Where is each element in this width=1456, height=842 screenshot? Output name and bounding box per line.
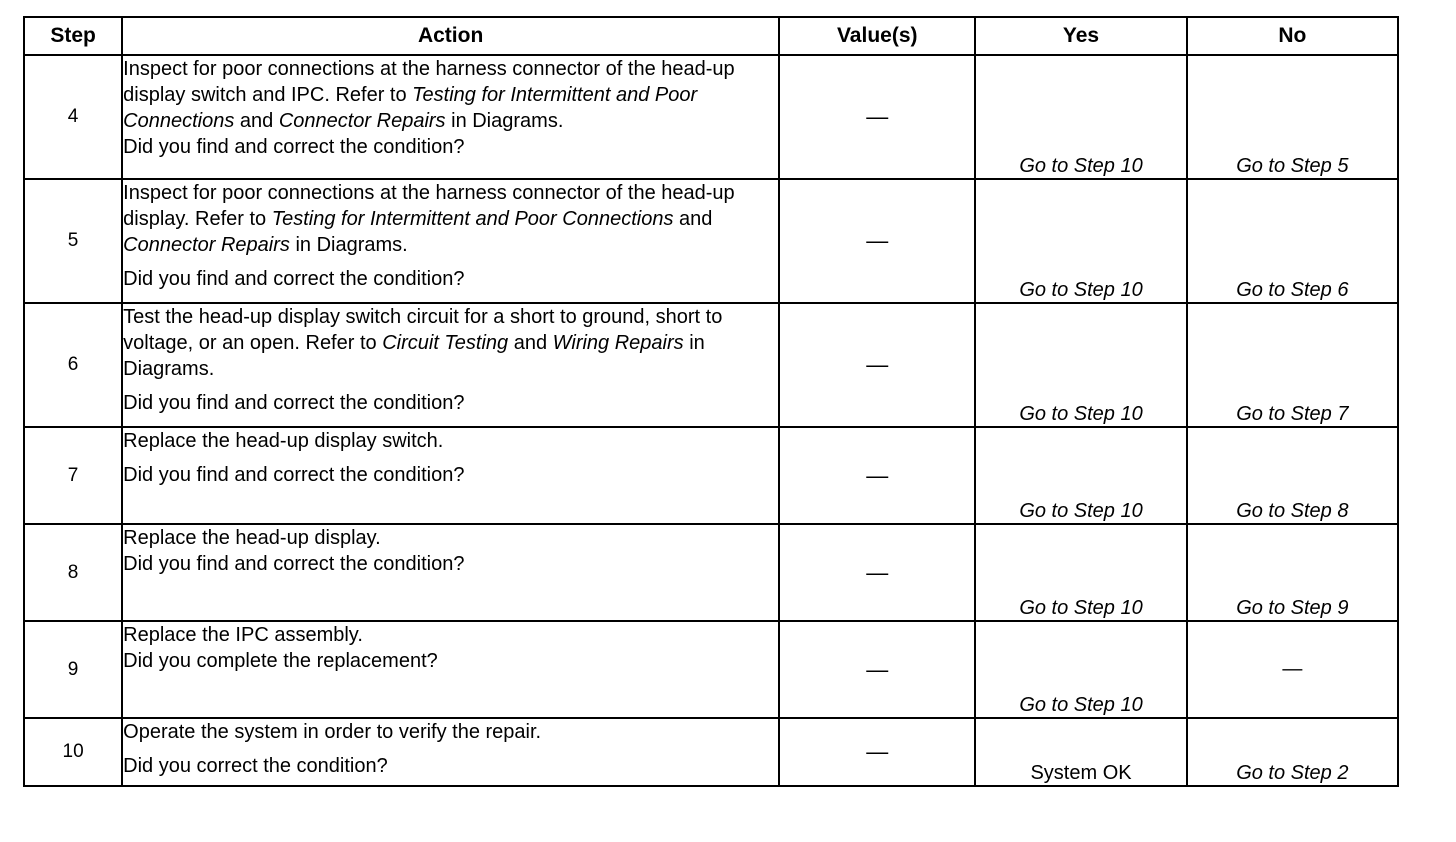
action-text: Inspect for poor connections at the harness connector of the head-up display switch and IPC. Refer to Testing for Intermittent and Poor Connections and Connector Repairs in Diagrams. — [123, 58, 735, 132]
header-step: Step — [24, 17, 122, 55]
header-no: No — [1187, 17, 1398, 55]
step-number: 10 — [24, 718, 122, 786]
action-text: Replace the IPC assembly. — [123, 624, 363, 646]
table-row — [24, 303, 1398, 427]
yes-cell: Go to Step 10 — [975, 621, 1186, 718]
action-question: Did you find and correct the condition? — [123, 464, 465, 486]
table-row — [24, 621, 1398, 718]
action-text: Inspect for poor connections at the harness connector of the head-up display. Refer to Testing for Intermittent and Poor Connections and Connector Repairs in Diagrams. — [123, 182, 735, 256]
action-question: Did you find and correct the condition? — [123, 553, 465, 575]
action-text: Replace the head-up display. — [123, 527, 381, 549]
value-cell: — — [779, 718, 975, 786]
value-cell: — — [779, 621, 975, 718]
no-cell: Go to Step 5 — [1187, 55, 1398, 179]
action-cell — [122, 427, 779, 524]
action-text: Operate the system in order to verify the repair. — [123, 721, 542, 743]
table-row — [24, 427, 1398, 524]
yes-cell: Go to Step 10 — [975, 179, 1186, 303]
yes-cell: Go to Step 10 — [975, 427, 1186, 524]
value-cell: — — [779, 55, 975, 179]
action-cell — [122, 55, 779, 179]
header-values: Value(s) — [779, 17, 975, 55]
diagnostic-table — [23, 16, 1399, 787]
action-question: Did you find and correct the condition? — [123, 136, 465, 158]
yes-cell: Go to Step 10 — [975, 524, 1186, 621]
header-action: Action — [122, 17, 779, 55]
no-cell: Go to Step 6 — [1187, 179, 1398, 303]
table-row — [24, 524, 1398, 621]
table-row — [24, 179, 1398, 303]
action-question: Did you correct the condition? — [123, 755, 388, 777]
no-cell: Go to Step 2 — [1187, 718, 1398, 786]
step-number: 6 — [24, 303, 122, 427]
no-cell: Go to Step 9 — [1187, 524, 1398, 621]
no-cell: — — [1187, 621, 1398, 718]
action-text: Test the head-up display switch circuit for a short to ground, short to voltage, or an open. Refer to Circuit Testing and Wiring Repairs in Diagrams. — [123, 306, 723, 380]
yes-cell: Go to Step 10 — [975, 55, 1186, 179]
yes-cell: System OK — [975, 718, 1186, 786]
action-cell — [122, 303, 779, 427]
action-cell — [122, 621, 779, 718]
action-question: Did you complete the replacement? — [123, 650, 438, 672]
step-number: 9 — [24, 621, 122, 718]
value-cell: — — [779, 427, 975, 524]
action-cell — [122, 718, 779, 786]
no-cell: Go to Step 7 — [1187, 303, 1398, 427]
action-question: Did you find and correct the condition? — [123, 268, 465, 290]
step-number: 5 — [24, 179, 122, 303]
header-yes: Yes — [975, 17, 1186, 55]
action-cell — [122, 524, 779, 621]
step-number: 8 — [24, 524, 122, 621]
value-cell: — — [779, 524, 975, 621]
table-row — [24, 55, 1398, 179]
table-row — [24, 718, 1398, 786]
step-number: 7 — [24, 427, 122, 524]
yes-cell: Go to Step 10 — [975, 303, 1186, 427]
no-cell: Go to Step 8 — [1187, 427, 1398, 524]
step-number: 4 — [24, 55, 122, 179]
action-question: Did you find and correct the condition? — [123, 392, 465, 414]
value-cell: — — [779, 179, 975, 303]
action-cell — [122, 179, 779, 303]
header-row — [24, 17, 1398, 55]
value-cell: — — [779, 303, 975, 427]
action-text: Replace the head-up display switch. — [123, 430, 444, 452]
